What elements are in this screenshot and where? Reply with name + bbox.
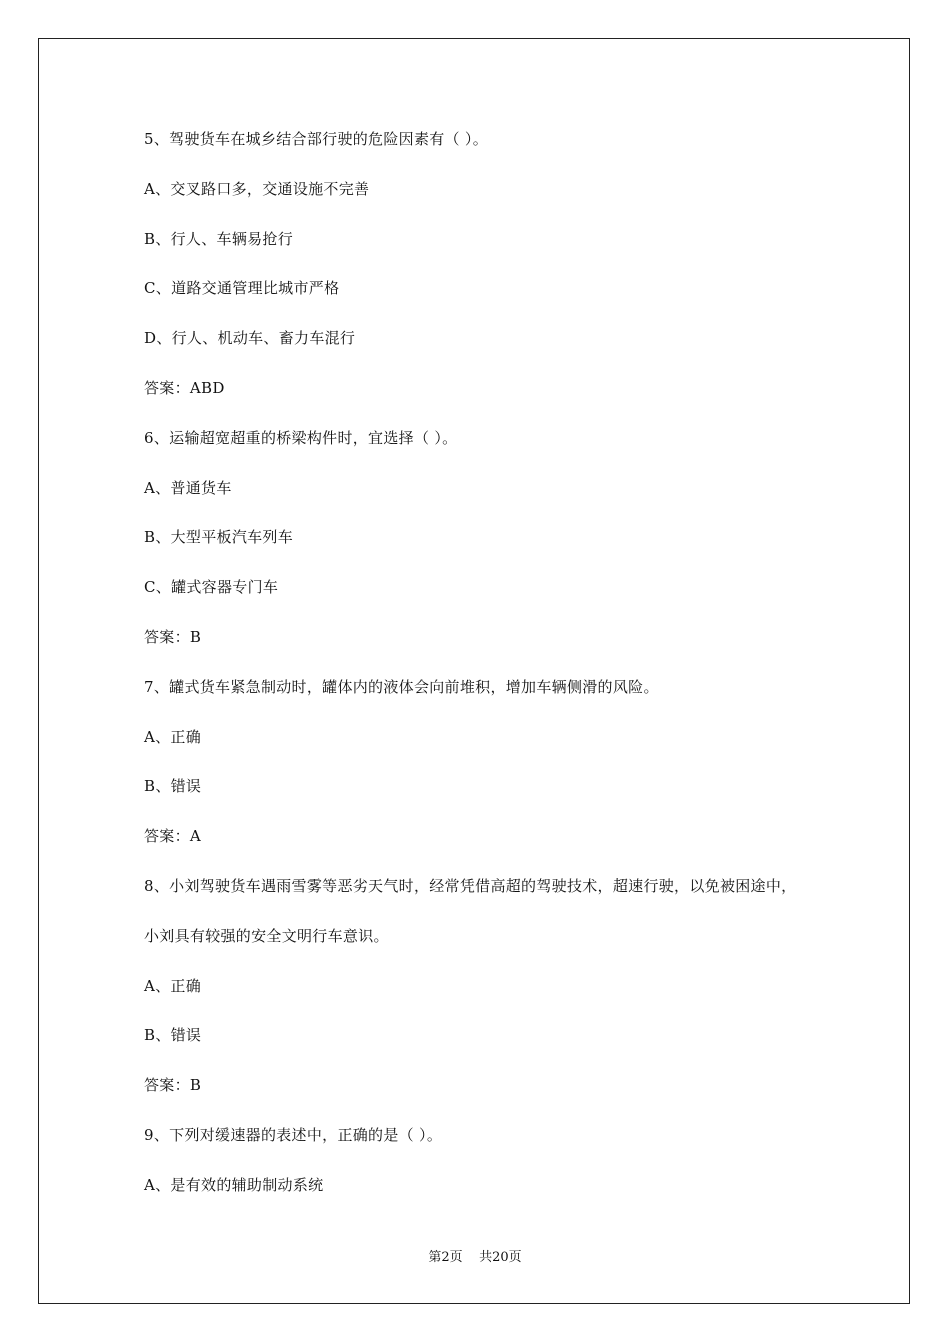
answer-line: 答案：B — [144, 627, 202, 646]
question-list — [144, 126, 824, 1222]
option-b: B、行人、车辆易抢行 — [144, 229, 294, 248]
question-stem: 9、下列对缓速器的表述中，正确的是（ ）。 — [144, 1125, 443, 1144]
option-a: A、普通货车 — [144, 478, 232, 497]
answer-line: 答案：ABD — [144, 378, 225, 397]
page-footer: 第2页 共20页 — [428, 1250, 522, 1265]
option-b: B、错误 — [144, 1026, 202, 1045]
question-stem: 5、驾驶货车在城乡结合部行驶的危险因素有（ ）。 — [144, 130, 489, 148]
question-stem: 6、运输超宽超重的桥梁构件时，宜选择（ ）。 — [144, 428, 458, 447]
option-a: A、是有效的辅助制动系统 — [144, 1175, 324, 1194]
option-a: A、正确 — [144, 727, 202, 746]
option-c: C、罐式容器专门车 — [144, 578, 279, 597]
option-d: D、行人、机动车、畜力车混行 — [144, 329, 356, 348]
question-stem: 8、小刘驾驶货车遇雨雪雾等恶劣天气时，经常凭借高超的驾驶技术，超速行驶，以免被困途中， — [144, 876, 797, 895]
option-c: C、道路交通管理比城市严格 — [144, 279, 340, 298]
option-a: A、正确 — [144, 976, 202, 995]
answer-line: 答案：B — [144, 1076, 202, 1095]
option-b: B、错误 — [144, 777, 202, 796]
option-a: A、交叉路口多，交通设施不完善 — [144, 179, 370, 198]
option-b: B、大型平板汽车列车 — [144, 528, 294, 547]
question-stem: 7、罐式货车紧急制动时，罐体内的液体会向前堆积，增加车辆侧滑的风险。 — [144, 677, 659, 696]
question-stem-continued: 小刘具有较强的安全文明行车意识。 — [144, 926, 389, 945]
answer-line: 答案：A — [144, 827, 202, 846]
